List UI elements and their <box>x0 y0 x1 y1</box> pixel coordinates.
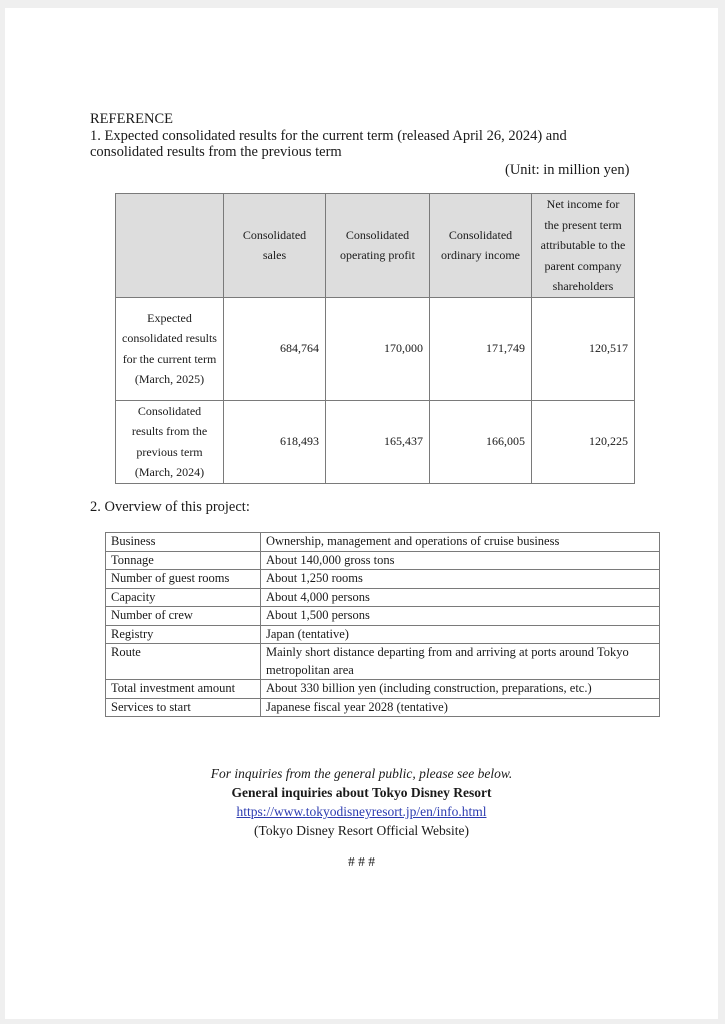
header-cell-empty <box>116 194 224 298</box>
overview-value: Ownership, management and operations of cruise business <box>261 533 660 552</box>
table-row <box>106 533 660 552</box>
table-row <box>106 588 660 607</box>
overview-value: About 1,250 rooms <box>261 570 660 589</box>
overview-value: About 330 billion yen (including construction, preparations, etc.) <box>261 680 660 699</box>
end-mark: # # # <box>348 854 375 869</box>
overview-key: Registry <box>106 625 261 644</box>
section1-title-line1: 1. Expected consolidated results for the current term (released April 26, 2024) and <box>90 128 567 144</box>
overview-value: About 4,000 persons <box>261 588 660 607</box>
table-row <box>106 551 660 570</box>
footer <box>5 764 718 871</box>
value-sales: 618,493 <box>224 400 326 483</box>
link-caption: (Tokyo Disney Resort Official Website) <box>254 823 469 838</box>
overview-key: Tonnage <box>106 551 261 570</box>
overview-value: About 140,000 gross tons <box>261 551 660 570</box>
table-row <box>106 644 660 680</box>
inquiries-note: For inquiries from the general public, please see below. <box>210 766 513 781</box>
table-row <box>116 297 635 400</box>
header-cell-sales: Consolidated sales <box>224 194 326 298</box>
overview-value: Mainly short distance departing from and arriving at ports around Tokyo metropolitan area <box>261 644 660 680</box>
consolidated-results-table <box>115 193 635 484</box>
overview-key: Total investment amount <box>106 680 261 699</box>
overview-value: Japanese fiscal year 2028 (tentative) <box>261 698 660 717</box>
overview-key: Services to start <box>106 698 261 717</box>
overview-value: Japan (tentative) <box>261 625 660 644</box>
header-cell-net-income: Net income for the present term attributable to the parent company shareholders <box>532 194 635 298</box>
project-overview-table <box>105 532 660 717</box>
value-operating-profit: 165,437 <box>326 400 430 483</box>
value-ordinary-income: 171,749 <box>430 297 532 400</box>
table-row <box>116 400 635 483</box>
row-label-current-term: Expected consolidated results for the current term (March, 2025) <box>116 297 224 400</box>
website-link[interactable]: https://www.tokyodisneyresort.jp/en/info.html <box>236 804 487 819</box>
document-page <box>5 8 718 1019</box>
overview-key: Route <box>106 644 261 680</box>
table-row <box>106 625 660 644</box>
overview-value: About 1,500 persons <box>261 607 660 626</box>
header-cell-ordinary-income: Consolidated ordinary income <box>430 194 532 298</box>
section2-title: 2. Overview of this project: <box>90 499 250 515</box>
reference-label: REFERENCE <box>90 111 173 127</box>
table-row <box>106 680 660 699</box>
value-net-income: 120,225 <box>532 400 635 483</box>
overview-key: Business <box>106 533 261 552</box>
section1-title-line2: consolidated results from the previous term <box>90 144 342 160</box>
overview-key: Number of guest rooms <box>106 570 261 589</box>
overview-key: Number of crew <box>106 607 261 626</box>
header-cell-operating-profit: Consolidated operating profit <box>326 194 430 298</box>
value-operating-profit: 170,000 <box>326 297 430 400</box>
row-label-previous-term: Consolidated results from the previous term (March, 2024) <box>116 400 224 483</box>
table-header-row <box>116 194 635 298</box>
table-row <box>106 698 660 717</box>
value-sales: 684,764 <box>224 297 326 400</box>
table-row <box>106 607 660 626</box>
overview-key: Capacity <box>106 588 261 607</box>
table-row <box>106 570 660 589</box>
value-ordinary-income: 166,005 <box>430 400 532 483</box>
value-net-income: 120,517 <box>532 297 635 400</box>
unit-label: (Unit: in million yen) <box>505 162 630 178</box>
inquiries-title: General inquiries about Tokyo Disney Resort <box>231 785 492 800</box>
